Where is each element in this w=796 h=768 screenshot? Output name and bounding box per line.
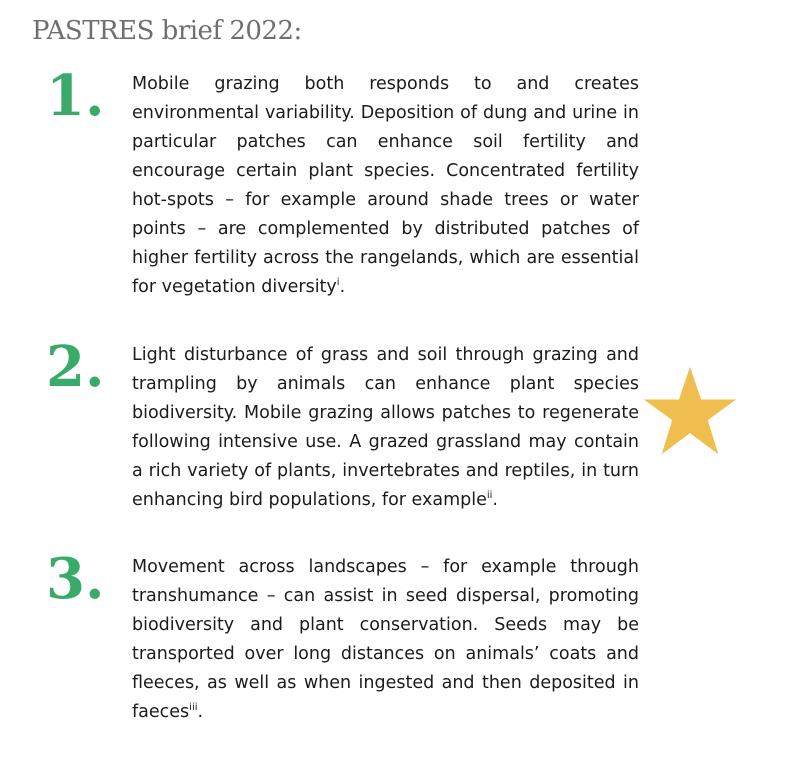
- footnote-ref: i: [336, 277, 340, 288]
- item-number: 1.: [46, 63, 105, 129]
- item-number: 2.: [46, 334, 105, 400]
- item-text: Movement across landscapes – for example through transhumance – can assist in seed dispersal, promoting biodiversity and plant conservation. Seeds may be transported over long distances on animals’ coats and fleeces, as well as when ingested and then deposited in faeces$^{iii}$.: [132, 557, 639, 722]
- item-text: Light disturbance of grass and soil through grazing and trampling by animals can enhance plant species biodiversity. Mobile grazing allows patches to regenerate following intensive use. A grazed grassland may contain a rich variety of plants, invertebrates and reptiles, in turn enhancing bird populations, for example$^{ii}$.: [132, 345, 639, 510]
- star-icon: [642, 364, 738, 458]
- footnote-ref: iii: [189, 702, 198, 713]
- footnote-ref: ii: [486, 490, 493, 501]
- item-number: 3.: [46, 546, 105, 612]
- page-title: PASTRES brief 2022:: [32, 16, 302, 46]
- item-text: Mobile grazing both responds to and creates environmental variability. Deposition of dung and urine in particular patches can enhance soil fertility and encourage certain plant species. Concentrated fertility hot-spots – for example around shade trees or water points – are complemented by distributed patches of higher fertility across the rangelands, which are essential for vegetation diversity$^i$.: [132, 74, 639, 297]
